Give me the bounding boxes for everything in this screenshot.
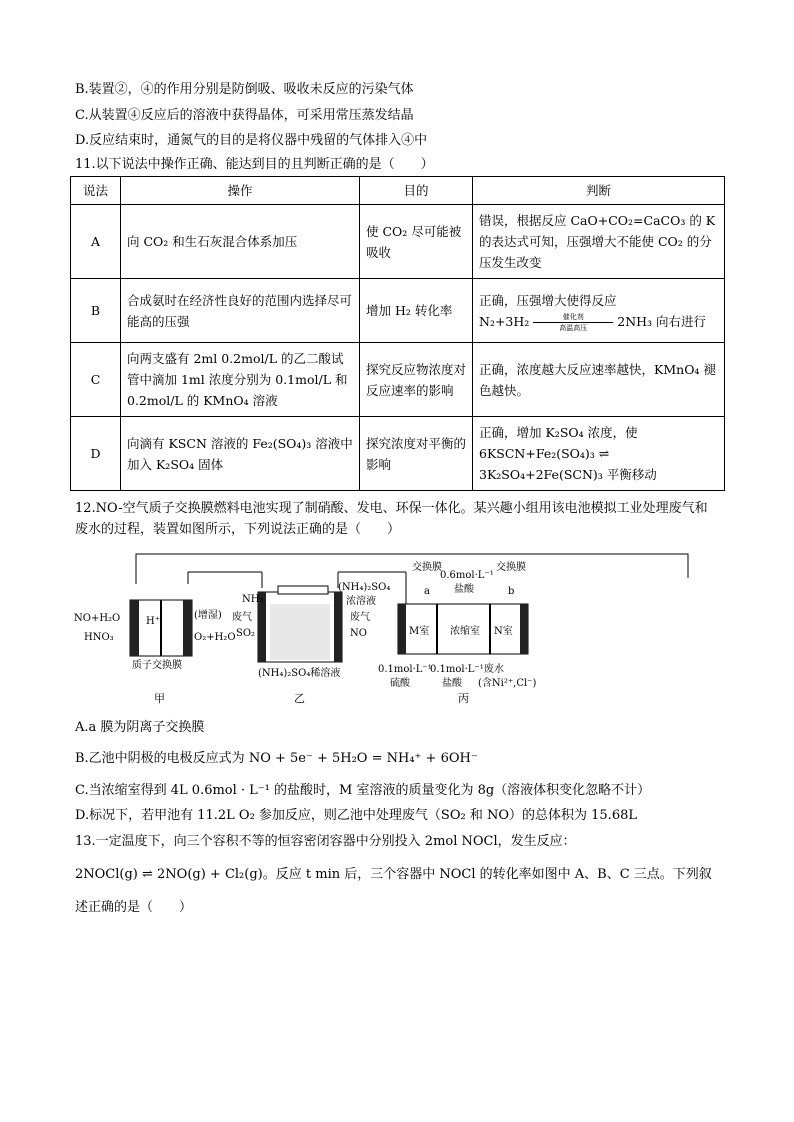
room-middle: 浓缩室	[450, 626, 480, 637]
q11-table	[70, 176, 725, 491]
jia-right-top: (增湿)	[194, 610, 222, 621]
judgment-line: 正确，压强增大使得反应	[479, 292, 617, 308]
jia-outlet-label: HNO₃	[84, 632, 114, 643]
catalyst-label: 催化剂	[562, 312, 584, 321]
q12-option-d: D.标况下，若甲池有 11.2L O₂ 参加反应，则乙池中处理废气（SO₂ 和 NO）的总体积为 15.68L	[75, 808, 637, 823]
table-row	[71, 279, 725, 343]
row-judgment	[473, 279, 725, 343]
yi-waste-left: 废气	[232, 612, 252, 623]
yi-no: NO	[350, 628, 367, 639]
row-aim: 使 CO₂ 尽可能被吸收	[360, 205, 473, 279]
yi-bottom: (NH₄)₂SO₄稀溶液	[258, 668, 341, 679]
row-operation: 向 CO₂ 和生石灰混合体系加压	[121, 205, 360, 279]
bing-bottom1: 0.1mol·L⁻¹	[378, 664, 432, 675]
q10-option-b: B.装置②，④的作用分别是防倒吸、吸收未反应的污染气体	[75, 82, 414, 97]
header-cell: 操作	[121, 177, 360, 205]
electrode	[183, 600, 192, 656]
header-cell: 说法	[71, 177, 121, 205]
row-label: A	[71, 205, 121, 279]
q13-stem: 13.一定温度下，向三个容积不等的恒容密闭容器中分别投入 2mol NOCl，发生反应：	[75, 834, 576, 849]
header-cell: 目的	[360, 177, 473, 205]
bing-hcl-top2: 盐酸	[454, 584, 474, 595]
row-aim: 增加 H₂ 转化率	[360, 279, 473, 343]
bing-bottom1b: 硫酸	[390, 678, 410, 689]
yi-top-right2: 浓溶液	[346, 596, 376, 607]
yi-nh3: NH₃	[242, 594, 264, 605]
room-n: N室	[494, 626, 513, 637]
equation-left: N₂+3H₂	[479, 313, 530, 329]
bing-b: b	[508, 586, 515, 597]
electrode	[520, 604, 528, 654]
q13-equation: 2NOCl(g) ⇌ 2NO(g) + Cl₂(g)	[75, 867, 263, 882]
condition-label: 高温高压	[559, 323, 588, 332]
bing-bottom2: 0.1mol·L⁻¹	[430, 664, 484, 675]
cell-label-jia: 甲	[154, 692, 165, 705]
bing-membrane-right: 交换膜	[496, 562, 526, 573]
row-judgment: 正确，增加 K₂SO₄ 浓度，使 6KSCN+Fe₂(SO₄)₃ ⇌ 3K₂SO₄+2Fe(SCN)₃ 平衡移动	[473, 417, 725, 491]
row-aim: 探究浓度对平衡的影响	[360, 417, 473, 491]
header-cell: 判断	[473, 177, 725, 205]
q12-stem: 12.NO-空气质子交换膜燃料电池实现了制硝酸、发电、环保一体化。某兴趣小组用该电池模拟工业处理废气和废水的过程，装置如图所示，下列说法正确的是（ ）	[75, 501, 708, 537]
bing-hcl-top1: 0.6mol·L⁻¹	[440, 570, 494, 581]
reaction-equation	[479, 311, 718, 332]
row-label: C	[71, 343, 121, 417]
electrochemical-diagram	[70, 548, 730, 723]
yi-so2: SO₂	[236, 628, 256, 639]
q12-option-b: B.乙池中阴极的电极反应式为 NO + 5e⁻ + 5H₂O = NH₄⁺ + 6OH⁻	[75, 751, 478, 766]
bing-bottom3b: (含Ni²⁺,Cl⁻)	[478, 678, 537, 689]
bing-a: a	[424, 586, 430, 597]
table-row	[71, 343, 725, 417]
membrane-top	[278, 586, 328, 594]
electrode	[398, 604, 406, 654]
table-row	[71, 417, 725, 491]
solution	[270, 604, 330, 660]
row-judgment: 错误，根据反应 CaO+CO₂=CaCO₃ 的 K 的表达式可知，压强增大不能使 CO₂ 的分压发生改变	[473, 205, 725, 279]
yi-waste-right: 废气	[350, 612, 370, 623]
row-aim: 探究反应物浓度对反应速率的影响	[360, 343, 473, 417]
row-operation: 向两支盛有 2ml 0.2mol/L 的乙二酸试管中滴加 1ml 浓度分别为 0.1mol/L 和 0.2mol/L 的 KMnO₄ 溶液	[121, 343, 360, 417]
cell-label-yi: 乙	[294, 692, 305, 705]
jia-right-bottom: O₂+H₂O	[194, 632, 236, 643]
bing-membrane-left: 交换膜	[412, 562, 442, 573]
cell-label-bing: 丙	[458, 692, 469, 705]
q10-option-c: C.从装置④反应后的溶液中获得晶体，可采用常压蒸发结晶	[75, 108, 414, 123]
arrow-line	[533, 322, 613, 323]
q12-option-c: C.当浓缩室得到 4L 0.6mol · L⁻¹ 的盐酸时，M 室溶液的质量变化为 8g（溶液体积变化忽略不计）	[75, 783, 651, 798]
bing-bottom3: 废水	[484, 664, 504, 675]
membrane-label: 质子交换膜	[132, 660, 182, 671]
q13-stem-line2	[75, 863, 712, 882]
row-operation: 合成氨时在经济性良好的范围内选择尽可能高的压强	[121, 279, 360, 343]
row-judgment: 正确，浓度越大反应速率越快，KMnO₄ 褪色越快。	[473, 343, 725, 417]
q12-option-a: A.a 膜为阴离子交换膜	[75, 720, 205, 735]
table-row	[71, 205, 725, 279]
jia-inlet-label: NO+H₂O	[74, 613, 121, 624]
room-m: M室	[409, 626, 430, 637]
row-operation: 向滴有 KSCN 溶液的 Fe₂(SO₄)₃ 溶液中加入 K₂SO₄ 固体	[121, 417, 360, 491]
q13-stem-end: 述正确的是（ ）	[75, 900, 193, 915]
q13-stem-cont: 。反应 t min 后，三个容器中 NOCl 的转化率如图中 A、B、C 三点。下列叙	[262, 867, 712, 882]
table-header-row	[71, 177, 725, 205]
reaction-arrow	[533, 313, 613, 332]
electrode	[130, 600, 139, 656]
hplus-label: H⁺	[146, 616, 160, 627]
electrode	[334, 592, 342, 662]
equation-right: 2NH₃ 向右进行	[617, 313, 707, 329]
row-label: B	[71, 279, 121, 343]
q11-stem: 11.以下说法中操作正确、能达到目的且判断正确的是（ ）	[75, 157, 434, 172]
q10-option-d: D.反应结束时，通氮气的目的是将仪器中残留的气体排入④中	[75, 133, 428, 148]
bing-bottom2b: 盐酸	[442, 678, 462, 689]
yi-top-right1: (NH₄)₂SO₄	[338, 582, 391, 593]
row-label: D	[71, 417, 121, 491]
